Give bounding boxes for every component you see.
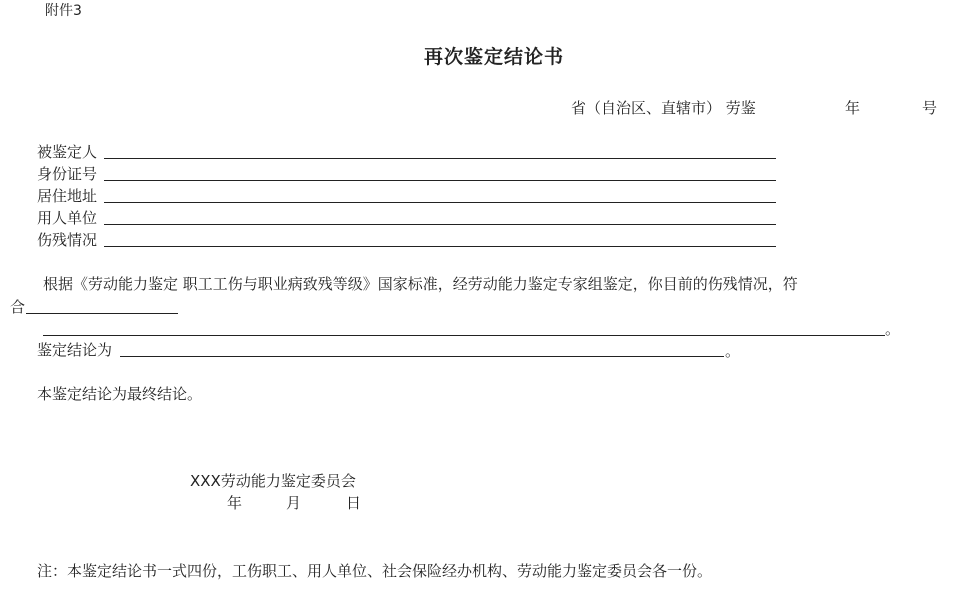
paragraph-blank-1[interactable] <box>26 313 178 314</box>
paragraph-line-2-start: 合 <box>10 298 26 316</box>
signature-month: 月 <box>286 494 302 512</box>
conclusion-end-mark: 。 <box>725 342 741 360</box>
conclusion-label: 鉴定结论为 <box>37 341 113 359</box>
field-blank-subject[interactable] <box>104 158 776 159</box>
paragraph-line-1: 根据《劳动能力鉴定 职工工伤与职业病致残等级》国家标准，经劳动能力鉴定专家组鉴定，你目前的伤残情况，符 <box>43 275 798 293</box>
footer-note: 注：本鉴定结论书一式四份，工伤职工、用人单位、社会保险经办机构、劳动能力鉴定委员会各一份。 <box>37 562 713 580</box>
field-label-employer: 用人单位 <box>37 209 98 227</box>
paragraph-end-mark: 。 <box>885 320 901 338</box>
signature-year: 年 <box>227 494 243 512</box>
paragraph-blank-2[interactable] <box>43 335 885 336</box>
doc-number-no: 号 <box>922 99 938 117</box>
attachment-label: 附件3 <box>45 3 82 19</box>
conclusion-blank[interactable] <box>120 356 724 357</box>
doc-number-prefix: 省（自治区、直辖市） 劳鉴 <box>571 99 756 117</box>
final-statement: 本鉴定结论为最终结论。 <box>37 385 203 403</box>
committee-name: XXX劳动能力鉴定委员会 <box>190 472 356 490</box>
field-label-injury: 伤残情况 <box>37 231 98 249</box>
doc-number-year: 年 <box>845 99 861 117</box>
field-label-subject: 被鉴定人 <box>37 143 98 161</box>
field-blank-address[interactable] <box>104 202 776 203</box>
field-blank-employer[interactable] <box>104 224 776 225</box>
field-label-address: 居住地址 <box>37 187 98 205</box>
field-blank-id-number[interactable] <box>104 180 776 181</box>
field-label-id-number: 身份证号 <box>37 165 98 183</box>
document-title: 再次鉴定结论书 <box>424 46 565 68</box>
field-blank-injury[interactable] <box>104 246 776 247</box>
signature-day: 日 <box>346 494 362 512</box>
